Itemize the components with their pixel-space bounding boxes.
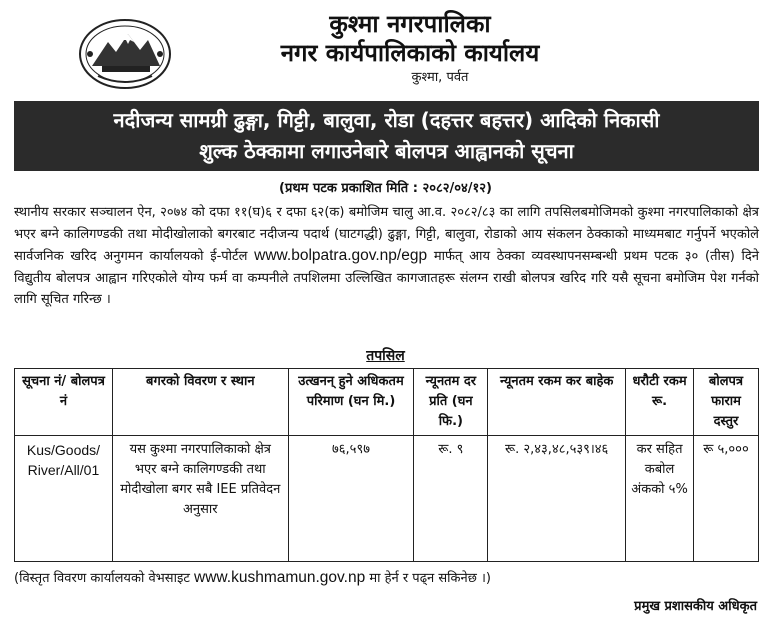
office-name: नगर कार्यपालिकाको कार्यालय — [280, 39, 540, 67]
cell-min-amount: रू. २,४३,४८,५३९।४६ — [488, 436, 626, 562]
notice-title-line2: शुल्क ठेक्कामा लगाउनेबारे बोलपत्र आह्वानको सूचना — [199, 139, 574, 163]
letterhead — [0, 0, 771, 100]
signatory: प्रमुख प्रशासकीय अधिकृत — [634, 599, 757, 614]
notice-body-text-2: मार्फत् आय ठेक्का व्यवस्थापनसम्बन्धी प्रथम पटक ३० (तीस) दिने विद्युतीय बोलपत्र आह्वान गरिएकोले योग्य फर्म वा कम्पनीले तपशिलमा उल्लिखित कागजातहरू संलग्न राखी बोलपत्र खरिद गरि यसै सूचना बमोजिम पेश गर्नको लागि सूचित गरिन्छ । — [14, 249, 759, 307]
cell-form-fee: रू ५,००० — [694, 436, 759, 562]
notice-body-text-1: स्थानीय सरकार सञ्चालन ऐन, २०७४ को दफा ११(घ)६ र दफा ६२(क) बमोजिम चालु आ.व. २०८२/८३ का लागि तपसिलबमोजिमको कुश्मा नगरपालिकाको क्षेत्र भएर बग्ने कालिगण्डकी तथा मोदीखोलाको बगरबाट नदीजन्य पदार्थ (घाटगद्धी) ढुङ्गा, गिट्टी, बालुवा, रोडाको आय संकलन ठेक्काको माध्यमबाट गर्नुपर्ने भएकोले सार्वजनिक खरिद अनुगमन कार्यालयको ई-पोर्टल — [14, 205, 759, 264]
col-min-amount: न्यूनतम रकम कर बाहेक — [488, 369, 626, 436]
website-note — [14, 568, 491, 587]
col-min-rate: न्यूनतम दर प्रति (घन फि.) — [414, 369, 488, 436]
table-row — [15, 436, 759, 562]
schedule-table — [14, 368, 759, 562]
organization-block — [230, 10, 590, 88]
notice-title-banner — [14, 101, 759, 171]
cell-description: यस कुश्मा नगरपालिकाको क्षेत्र भएर बग्ने कालिगण्डकी तथा मोदीखोला बगर सबै IEE प्रतिवेदन अनुसार — [112, 436, 288, 562]
col-deposit: धरौटी रकम रू. — [626, 369, 694, 436]
cell-notice-no: Kus/Goods/ River/All/01 — [15, 436, 113, 562]
website-note-text-1: (विस्तृत विवरण कार्यालयको वेभसाइट — [14, 571, 195, 586]
nepal-government-emblem-icon — [78, 18, 173, 90]
col-notice-no: सूचना नं/ बोलपत्र नं — [15, 369, 113, 436]
notice-title-line1: नदीजन्य सामग्री ढुङ्गा, गिट्टी, बालुवा, रोडा (दहत्तर बहत्तर) आदिको निकासी — [113, 108, 660, 132]
egp-portal-link[interactable]: www.bolpatra.gov.np/egp — [254, 247, 428, 264]
col-max-quantity: उत्खनन् हुने अधिकतम परिमाण (घन मि.) — [288, 369, 414, 436]
col-description: बगरको विवरण र स्थान — [112, 369, 288, 436]
website-note-text-2: मा हेर्न र पढ्न सकिनेछ ।) — [365, 571, 491, 586]
col-form-fee: बोलपत्र फाराम दस्तुर — [694, 369, 759, 436]
cell-deposit: कर सहित कबोल अंकको ५% — [626, 436, 694, 562]
publish-date: (प्रथम पटक प्रकाशित मिति : २०८२/०४/१२) — [279, 181, 492, 196]
notice-body — [14, 202, 759, 311]
schedule-heading: तपसिल — [366, 348, 405, 364]
org-name: कुश्मा नगरपालिका — [329, 10, 491, 38]
municipality-website-link[interactable]: www.kushmamun.gov.np — [194, 569, 366, 586]
office-location: कुश्मा, पर्वत — [411, 70, 469, 85]
cell-min-rate: रू. ९ — [414, 436, 488, 562]
table-header-row — [15, 369, 759, 436]
cell-max-quantity: ७६,५९७ — [288, 436, 414, 562]
